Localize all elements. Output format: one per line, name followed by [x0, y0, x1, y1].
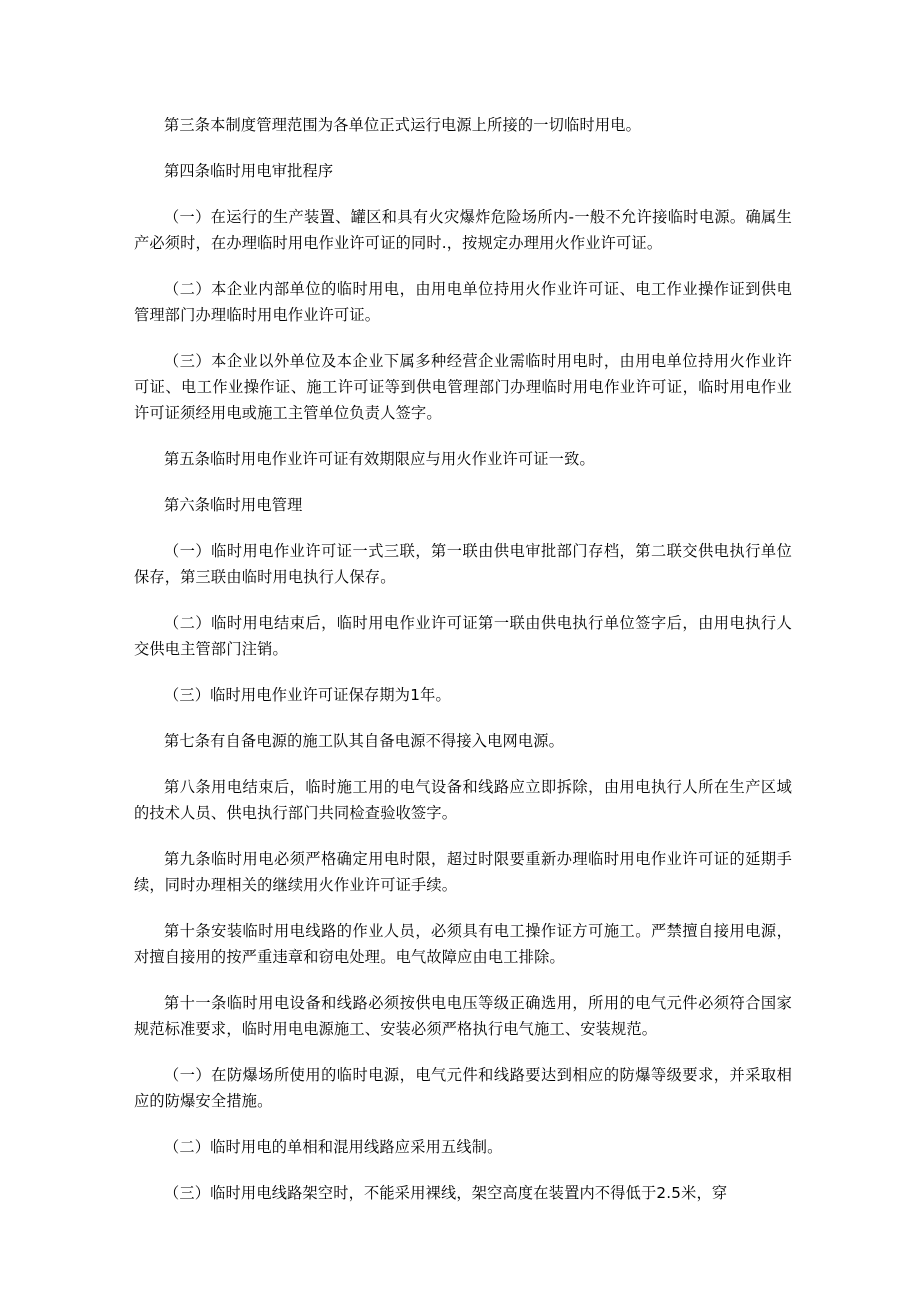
paragraph-article-6-heading: 第六条临时用电管理 [164, 496, 303, 514]
paragraph-article-11-item-1: （一）在防爆场所使用的临时电源，电气元件和线路要达到相应的防爆等级要求，并采取相应的防爆安全措施。 [134, 1066, 792, 1110]
paragraph-article-11-item-3: （三）临时用电线路架空时，不能采用裸线，架空高度在装置内不得低于2.5米，穿 [164, 1184, 728, 1202]
paragraph-article-10: 第十条安装临时用电线路的作业人员，必须具有电工操作证方可施工。严禁擅自接用电源，对擅自接用的按严重违章和窃电处理。电气故障应由电工排除。 [134, 922, 792, 966]
paragraph-article-11: 第十一条临时用电设备和线路必须按供电电压等级正确选用，所用的电气元件必须符合国家规范标准要求，临时用电电源施工、安装必须严格执行电气施工、安装规范。 [134, 994, 792, 1038]
paragraph-article-7: 第七条有自备电源的施工队其自备电源不得接入电网电源。 [164, 732, 565, 750]
paragraph-article-4-heading: 第四条临时用电审批程序 [164, 162, 334, 180]
paragraph-article-8: 第八条用电结束后，临时施工用的电气设备和线路应立即拆除，由用电执行人所在生产区域的技术人员、供电执行部门共同检查验收签字。 [134, 778, 792, 822]
paragraph-article-4-item-1: （一）在运行的生产装置、罐区和具有火灾爆炸危险场所内-一般不允许接临时电源。确属生产必须时，在办理临时用电作业许可证的同时.，按规定办理用火作业许可证。 [134, 208, 792, 252]
paragraph-article-6-item-3: （三）临时用电作业许可证保存期为1年。 [164, 686, 451, 704]
paragraph-article-3: 第三条本制度管理范围为各单位正式运行电源上所接的一切临时用电。 [164, 116, 642, 134]
paragraph-article-9: 第九条临时用电必须严格确定用电时限，超过时限要重新办理临时用电作业许可证的延期手续，同时办理相关的继续用火作业许可证手续。 [134, 850, 792, 894]
paragraph-article-4-item-2: （二）本企业内部单位的临时用电，由用电单位持用火作业许可证、电工作业操作证到供电管理部门办理临时用电作业许可证。 [134, 280, 792, 324]
paragraph-article-11-item-2: （二）临时用电的单相和混用线路应采用五线制。 [164, 1138, 503, 1156]
paragraph-article-4-item-3: （三）本企业以外单位及本企业下属多种经营企业需临时用电时，由用电单位持用火作业许可证、电工作业操作证、施工许可证等到供电管理部门办理临时用电作业许可证，临时用电作业许可证须经用电或施工主管单位负责人签字。 [134, 352, 792, 422]
paragraph-article-6-item-1: （一）临时用电作业许可证一式三联，第一联由供电审批部门存档，第二联交供电执行单位保存，第三联由临时用电执行人保存。 [134, 542, 792, 586]
document-body [134, 112, 792, 1226]
paragraph-article-5: 第五条临时用电作业许可证有效期限应与用火作业许可证一致。 [164, 450, 595, 468]
paragraph-article-6-item-2: （二）临时用电结束后，临时用电作业许可证第一联由供电执行单位签字后，由用电执行人交供电主管部门注销。 [134, 614, 792, 658]
